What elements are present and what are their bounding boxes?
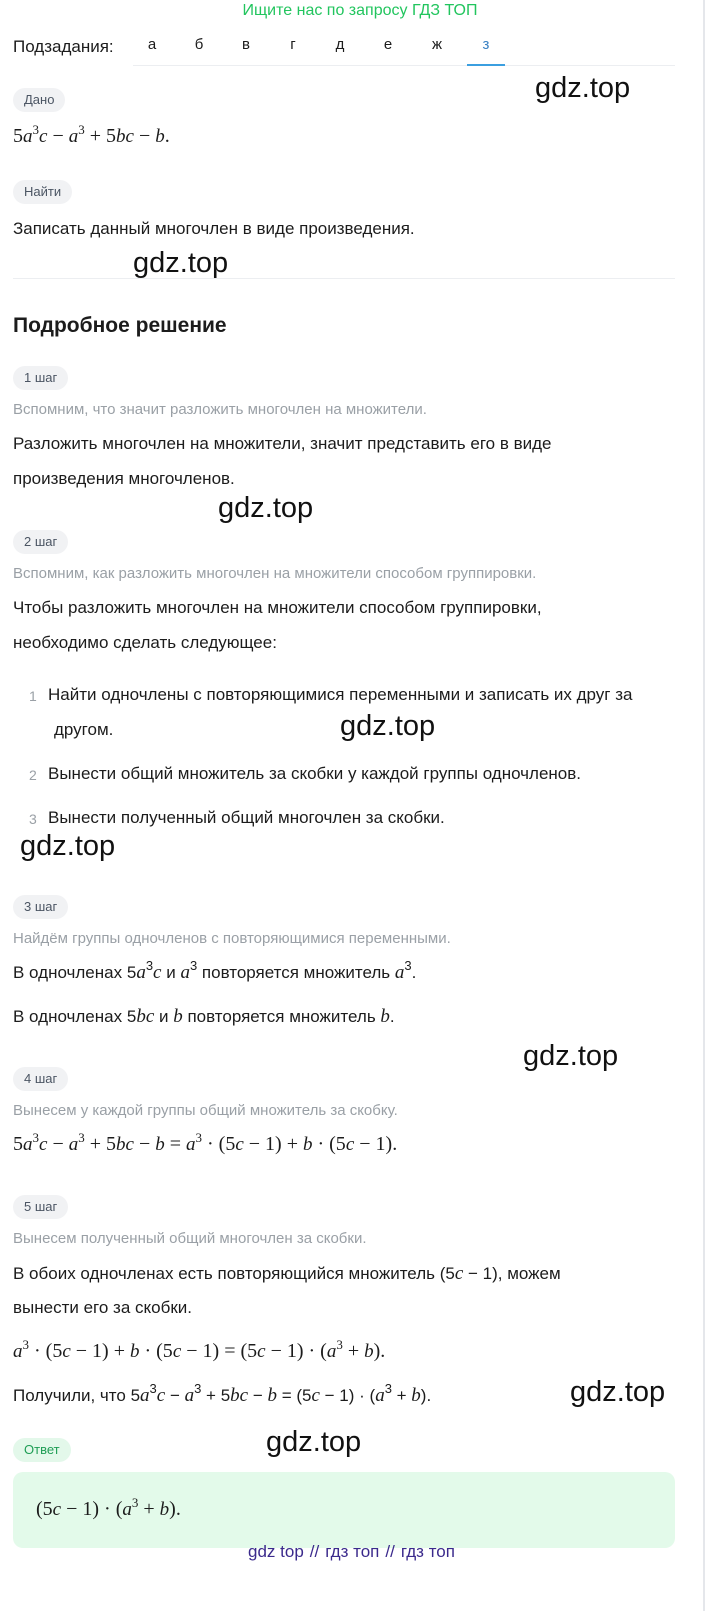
step1-hint: Вспомним, что значит разложить многочлен на множители. <box>13 401 427 418</box>
step2-chip: 2 шаг <box>13 530 68 554</box>
answer-box <box>13 1472 675 1548</box>
footer-separator: // <box>309 1542 320 1561</box>
footer-link-gdz-top[interactable]: gdz top <box>248 1542 304 1561</box>
math-a3-factor: $a^3$. <box>394 958 417 983</box>
subtask-tab-z-active[interactable]: з <box>467 36 505 66</box>
footer-links <box>0 1542 703 1562</box>
step5-l1-a: В обоих одночленах есть повторяющийся множитель <box>13 1264 435 1283</box>
solution-title: Подробное решение <box>13 314 227 337</box>
step5-hint: Вынесем полученный общий многочлен за скобки. <box>13 1230 367 1247</box>
math-b: b <box>173 1006 183 1027</box>
watermark: gdz.top <box>523 1040 619 1072</box>
step5-line1 <box>13 1263 561 1285</box>
step3-hint: Найдём группы одночленов с повторяющимися переменными. <box>13 930 451 947</box>
watermark: gdz.top <box>535 72 631 104</box>
list-item-number: 3 <box>29 811 37 827</box>
step3-l1-c: повторяется множитель <box>201 963 391 982</box>
watermark: gdz.top <box>218 492 314 524</box>
subtask-tab-zh[interactable]: ж <box>431 36 443 53</box>
list-item-text: Вынести общий множитель за скобки у каждой группы одночленов. <box>48 764 582 783</box>
math-5bc: 5bc <box>126 1006 155 1027</box>
step5-chip: 5 шаг <box>13 1195 68 1219</box>
footer-link-gdz-top-ru[interactable]: гдз топ <box>325 1542 380 1561</box>
footer-link-gdz-top-ru-2[interactable]: гдз топ <box>400 1542 455 1561</box>
math-result: $5a^3c - a^3 + 5bc - b = (5c - 1) \cdot (a^3 + b)$. <box>130 1381 432 1406</box>
subtasks-label: Подзадания: <box>13 37 114 56</box>
step4-hint: Вынесем у каждой группы общий множитель за скобку. <box>13 1102 398 1119</box>
given-chip: Дано <box>13 88 65 112</box>
subtasks-bar <box>0 30 703 66</box>
step3-l2-b: и <box>158 1007 169 1026</box>
step1-line1: Разложить многочлен на множители, значит представить его в виде <box>13 434 552 453</box>
promo-banner[interactable]: Ищите нас по запросу ГДЗ ТОП <box>242 2 478 19</box>
footer-separator: // <box>385 1542 395 1561</box>
step3-l1-a: В одночленах <box>13 963 123 982</box>
step5-equation: $a^3 \cdot (5c - 1) + b \cdot (5c - 1) = (5c - 1) \cdot (a^3 + b)$. <box>13 1337 386 1362</box>
subtask-tab-b[interactable]: б <box>194 36 204 53</box>
math-b-factor: b. <box>380 1006 395 1027</box>
step3-line2 <box>13 1006 395 1028</box>
step2-line1: Чтобы разложить многочлен на множители способом группировки, <box>13 598 542 617</box>
watermark: gdz.top <box>20 830 116 862</box>
step2-hint: Вспомним, как разложить многочлен на множители способом группировки. <box>13 565 537 582</box>
list-item-text-cont: другом. <box>54 720 114 739</box>
step3-chip: 3 шаг <box>13 895 68 919</box>
subtask-tab-g[interactable]: г <box>290 36 296 53</box>
list-item-text: Вынести полученный общий многочлен за скобки. <box>48 808 445 827</box>
math-5a3c: $5a^3c$ <box>126 958 162 983</box>
list-item-number: 1 <box>29 688 37 704</box>
step3-l1-b: и <box>166 963 176 982</box>
subtask-tab-a[interactable]: а <box>147 36 157 53</box>
math-5c-1: (5c − 1) <box>439 1263 498 1284</box>
step3-l2-c: повторяется множитель <box>187 1007 376 1026</box>
watermark: gdz.top <box>133 247 229 279</box>
find-chip: Найти <box>13 180 72 204</box>
page-right-border <box>703 0 705 1611</box>
step5-l1-b: , можем <box>497 1264 561 1283</box>
watermark: gdz.top <box>266 1426 362 1458</box>
subtask-tab-e[interactable]: е <box>383 36 393 53</box>
step3-l2-a: В одночленах <box>13 1007 123 1026</box>
find-text: Записать данный многочлен в виде произведения. <box>13 219 415 238</box>
step2-line2: необходимо сделать следующее: <box>13 633 277 652</box>
subtask-tab-v[interactable]: в <box>242 36 250 53</box>
answer-chip: Ответ <box>13 1438 71 1462</box>
list-item-number: 2 <box>29 767 37 783</box>
watermark: gdz.top <box>340 710 436 742</box>
list-item-text: Найти одночлены с повторяющимися переменными и записать их друг за <box>48 685 633 704</box>
step5-line2: вынести его за скобки. <box>13 1298 193 1317</box>
step3-line1 <box>13 958 417 984</box>
step1-chip: 1 шаг <box>13 366 68 390</box>
given-expression: $5a^3c - a^3 + 5bc - b$. <box>13 122 170 147</box>
step1-line2: произведения многочленов. <box>13 469 235 488</box>
step5-l4-a: Получили, что <box>13 1386 126 1405</box>
math-a3: $a^3$ <box>180 958 198 983</box>
watermark: gdz.top <box>570 1376 666 1408</box>
step4-chip: 4 шаг <box>13 1067 68 1091</box>
subtasks-tabs <box>133 30 675 66</box>
step5-result <box>13 1381 432 1407</box>
step4-equation: $5a^3c - a^3 + 5bc - b = a^3 \cdot (5c - 1) + b \cdot (5c - 1)$. <box>13 1130 398 1155</box>
answer-expression: $(5c - 1) \cdot (a^3 + b)$. <box>36 1495 181 1520</box>
subtask-tab-d[interactable]: д <box>335 36 345 53</box>
section-divider <box>13 278 675 279</box>
